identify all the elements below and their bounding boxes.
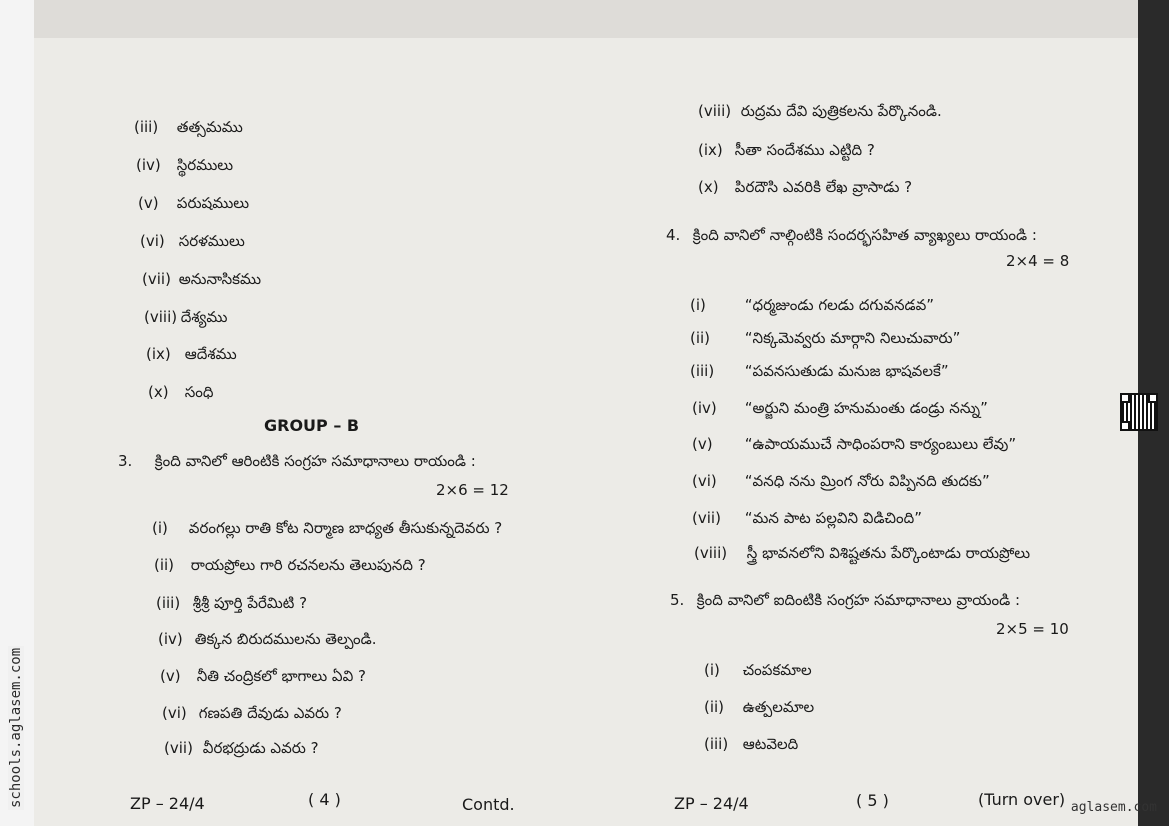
footer-left-page: ( 4 ): [308, 790, 341, 809]
list-item: (i) “ధర్మజుండు గలడు దగువనడవ”: [690, 296, 935, 314]
exam-page: [34, 0, 1138, 826]
list-item: (ix) ఆదేశము: [146, 345, 237, 363]
list-item: (i) వరంగల్లు రాతి కోట నిర్మాణ బాధ్యత తీసుకున్నదెవరు ?: [152, 519, 503, 537]
list-item: (vi) గణపతి దేవుడు ఎవరు ?: [162, 704, 342, 722]
question-5-heading: 5. క్రింది వానిలో ఐదింటికి సంగ్రహ సమాధానాలు వ్రాయండి :: [670, 591, 1021, 609]
list-item: (v) “ఉపాయముచే సాధింపరాని కార్యంబులు లేవు”: [692, 435, 1017, 453]
list-item: (viii) దేశ్యము: [144, 308, 228, 326]
list-item: (vii) వీరభద్రుడు ఎవరు ?: [164, 739, 319, 757]
list-item: (vii) అనునాసికము: [142, 270, 262, 288]
list-item: (ii) రాయప్రోలు గారి రచనలను తెలుపునది ?: [154, 556, 426, 574]
page-top-edge: [34, 0, 1138, 38]
list-item: (v) నీతి చంద్రికలో భాగాలు ఏవి ?: [160, 667, 366, 685]
list-item: (ii) ఉత్పలమాల: [704, 698, 815, 716]
list-item: (vi) సరళములు: [140, 232, 245, 250]
side-watermark: schools.aglasem.com: [8, 647, 24, 808]
footer-left-code: ZP – 24/4: [130, 794, 205, 813]
list-item: (ix) సీతా సందేశము ఎట్టిది ?: [698, 141, 875, 159]
list-item: (viii) రుద్రమ దేవి పుత్రికలను పేర్కొనండి.: [698, 102, 942, 120]
question-4-marks: 2×4 = 8: [1006, 252, 1070, 270]
list-item: (iv) “అర్జుని మంత్రి హనుమంతు డండ్రు నన్ను”: [692, 399, 988, 417]
footer-right-page: ( 5 ): [856, 791, 889, 810]
list-item: (iv) తిక్కన బిరుదములను తెల్పండి.: [158, 630, 377, 648]
list-item: (i) చంపకమాల: [704, 661, 812, 679]
question-4-heading: 4. క్రింది వానిలో నాల్గింటికి సందర్భసహిత వ్యాఖ్యలు రాయండి :: [666, 226, 1037, 244]
list-item: (iii) ఆటవెలది: [704, 735, 799, 753]
list-item: (vii) “మన పాట పల్లవిని విడిచింది”: [692, 509, 923, 527]
qr-code-icon: [1120, 393, 1158, 431]
list-item: (x) పిరదౌసి ఎవరికి లేఖ వ్రాసాడు ?: [698, 178, 913, 196]
list-item: (iv) స్థిరములు: [136, 156, 234, 174]
footer-right-code: ZP – 24/4: [674, 794, 749, 813]
list-item: (iii) “పవనసుతుడు మనుజ భాషవలకే”: [690, 362, 949, 380]
list-item: (iii) తత్సమము: [134, 118, 243, 136]
question-3-marks: 2×6 = 12: [436, 481, 509, 499]
list-item: (iii) శ్రీశ్రీ పూర్తి పేరేమిటి ?: [156, 594, 308, 612]
list-item: (ii) “నిక్కమెవ్వరు మార్గాని నిలుచువారు”: [690, 329, 961, 347]
question-5-marks: 2×5 = 10: [996, 620, 1069, 638]
footer-turn-over: (Turn over): [978, 790, 1066, 809]
footer-contd: Contd.: [462, 795, 515, 814]
list-item: (vi) “వనధి నను మ్రింగ నోరు విప్పినది తుదకు”: [692, 472, 990, 490]
list-item: (x) సంధి: [148, 383, 214, 401]
question-3-heading: 3. క్రింది వానిలో ఆరింటికి సంగ్రహ సమాధానాలు రాయండి :: [118, 452, 476, 470]
list-item: (v) పరుషములు: [138, 194, 250, 212]
corner-watermark: aglasem.com: [1070, 800, 1157, 815]
list-item: (viii) స్త్రీ భావనలోని విశిష్టతను పేర్కొంటాడు రాయప్రోలు: [694, 544, 1031, 562]
group-heading: GROUP – B: [264, 416, 360, 435]
